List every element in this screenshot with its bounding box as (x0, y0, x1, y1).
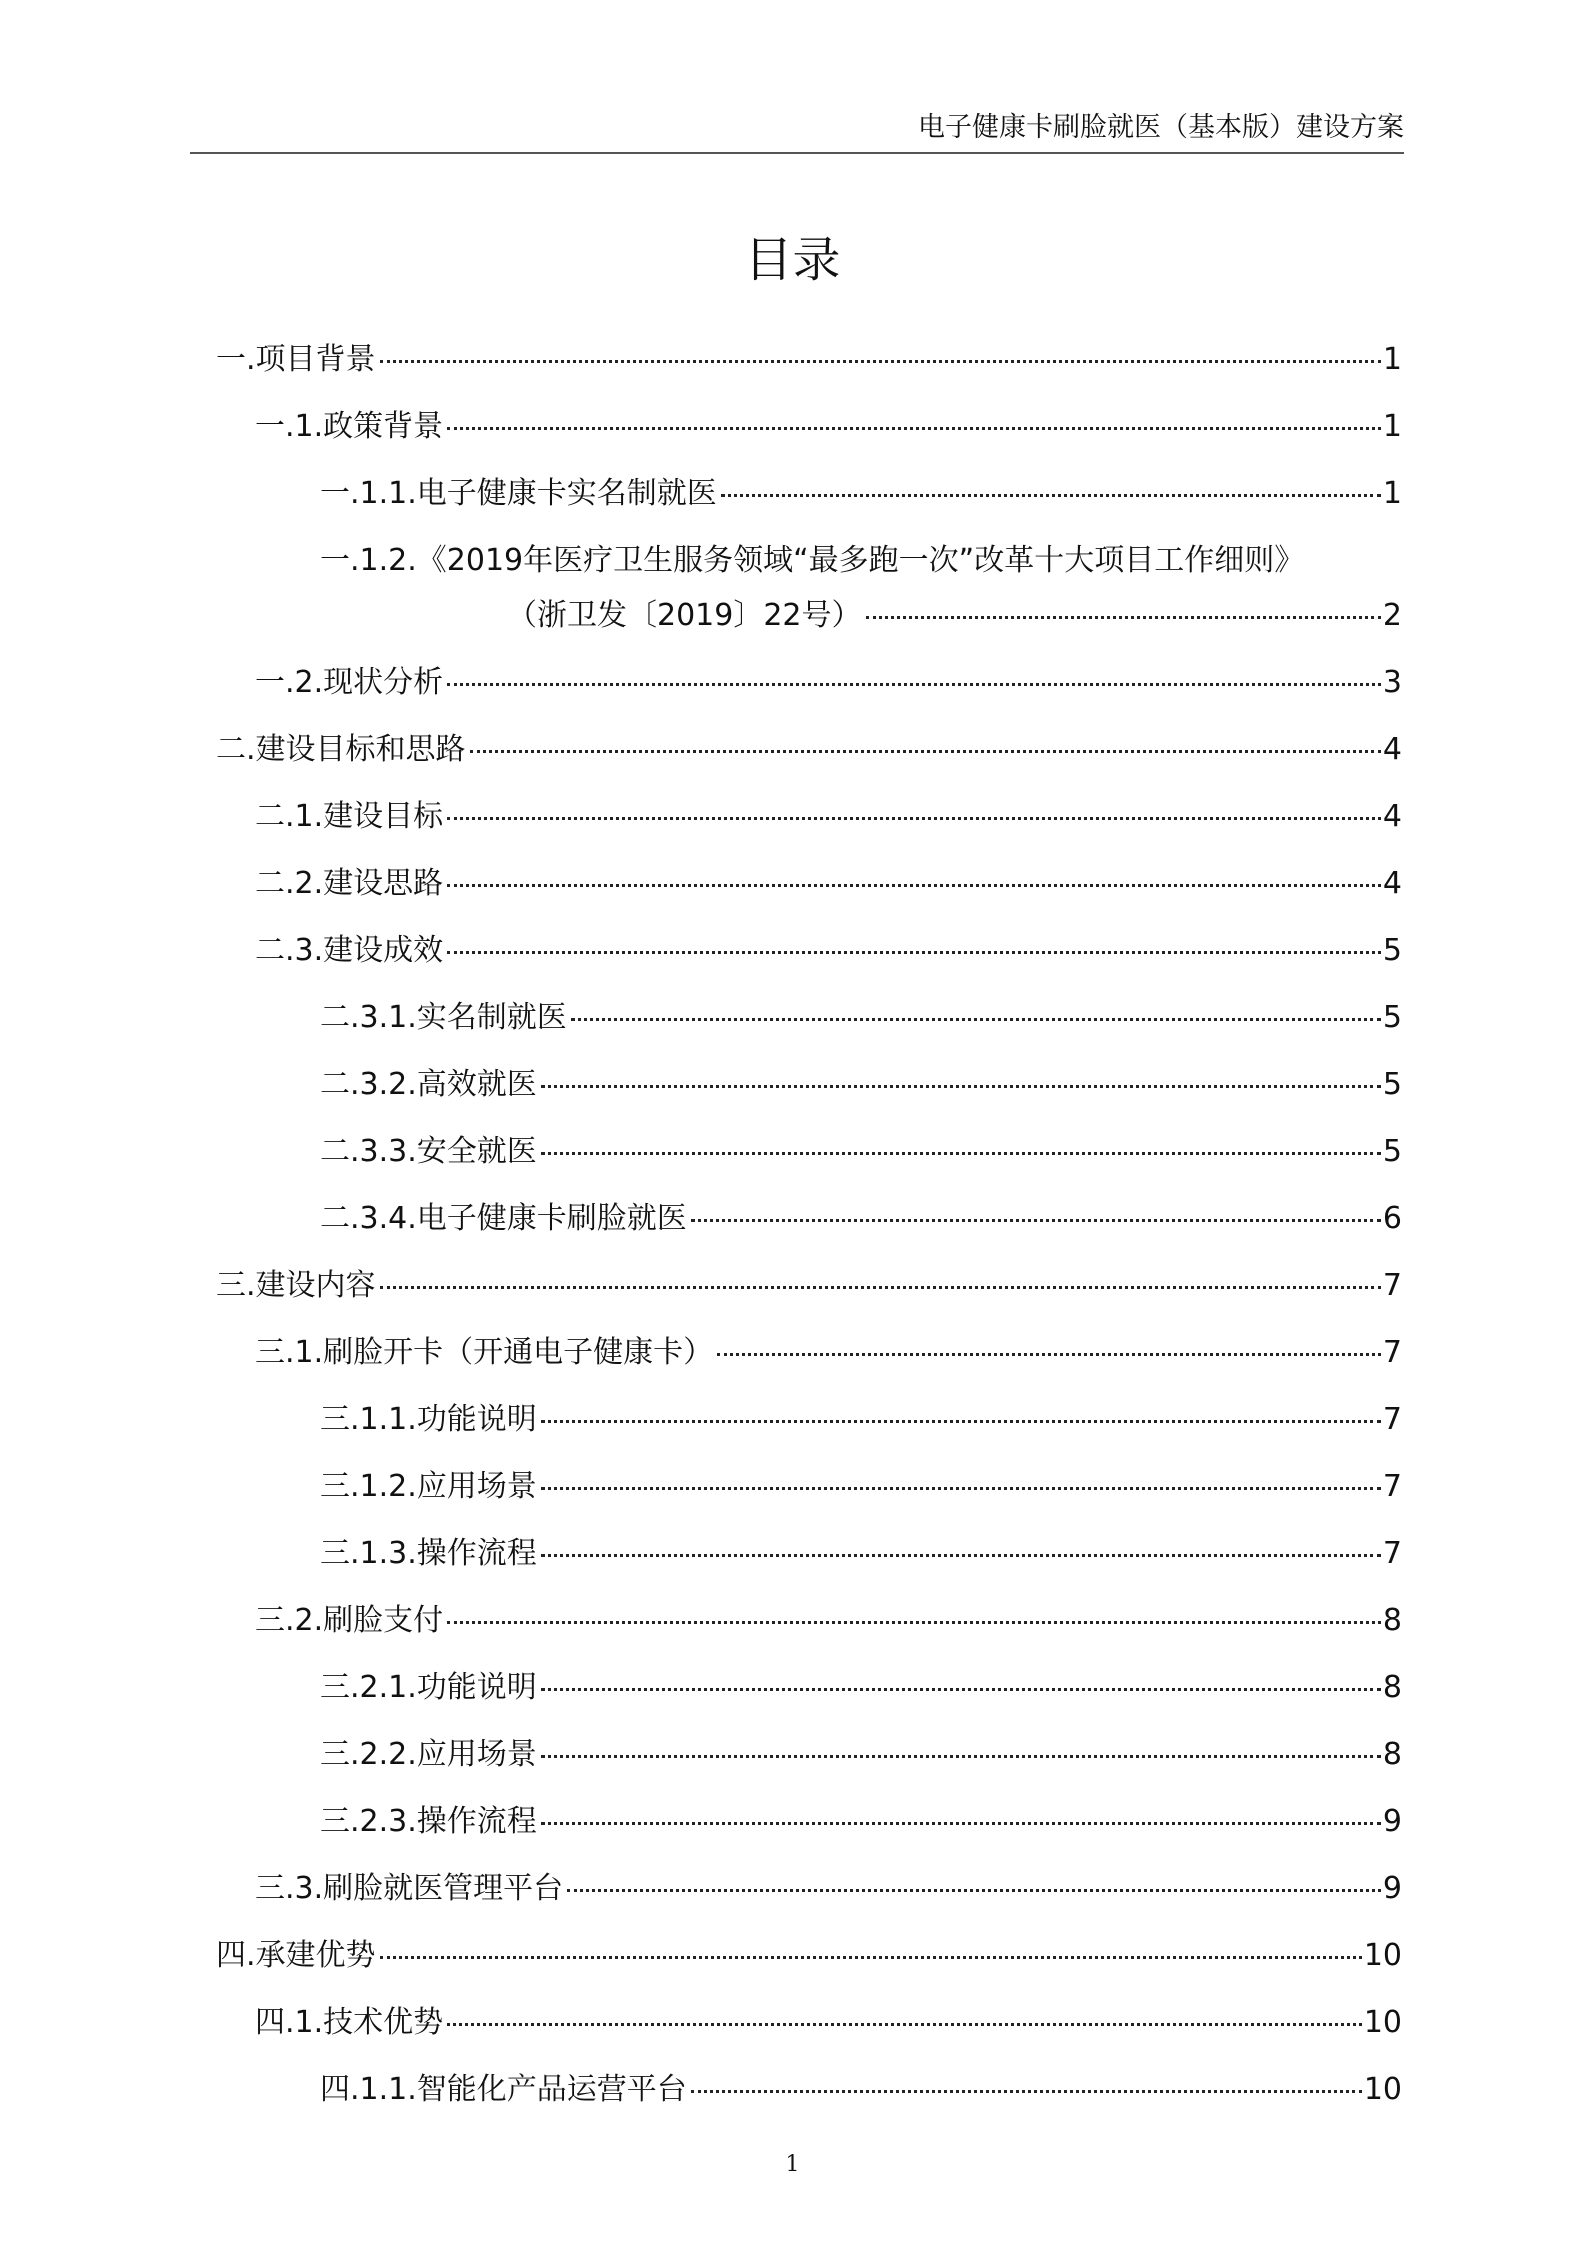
toc-entry[interactable] (216, 1386, 1402, 1453)
toc-entry[interactable] (216, 1118, 1402, 1185)
dot-leader (717, 1353, 1381, 1356)
dot-leader (541, 1085, 1381, 1088)
toc-entry-page: 3 (1382, 665, 1402, 700)
toc-entry[interactable] (216, 1989, 1402, 2056)
toc-entry-page: 8 (1382, 1737, 1402, 1772)
dot-leader (567, 1889, 1381, 1892)
toc-entry-title: 二.3.4.电子健康卡刷脸就医 (320, 1201, 687, 1236)
toc-title: 目录 (744, 232, 841, 288)
toc-entry-page: 4 (1382, 732, 1402, 767)
toc-entry-title: 一.1.2.《2019年医疗卫生服务领域“最多跑一次”改革十大项目工作细则》 (320, 543, 1305, 578)
dot-leader (541, 1755, 1381, 1758)
toc-entry[interactable] (216, 527, 1402, 649)
toc-entry-page: 7 (1382, 1536, 1402, 1571)
toc-entry[interactable] (216, 649, 1402, 716)
toc-entry[interactable] (216, 783, 1402, 850)
toc-entry-page: 2 (1382, 598, 1402, 633)
toc-entry-title: 四.1.技术优势 (255, 2005, 444, 2040)
toc-entry-title: 二.3.建设成效 (255, 933, 444, 968)
toc-entry-title: 三.3.刷脸就医管理平台 (255, 1871, 564, 1906)
dot-leader (721, 494, 1381, 497)
toc-entry[interactable] (216, 984, 1402, 1051)
dot-leader (541, 1487, 1381, 1490)
toc-entry-page: 5 (1382, 1134, 1402, 1169)
dot-leader (380, 1286, 1381, 1289)
toc-entry[interactable] (216, 1922, 1402, 1989)
toc-entry-title: 三.2.2.应用场景 (320, 1737, 537, 1772)
toc-entry-page: 10 (1363, 1938, 1402, 1973)
toc-entry-title: 二.建设目标和思路 (216, 732, 466, 767)
toc-entry[interactable] (216, 1185, 1402, 1252)
table-of-contents (216, 326, 1402, 2123)
toc-entry-page: 10 (1363, 2072, 1402, 2107)
dot-leader (447, 884, 1381, 887)
toc-entry-page: 1 (1382, 409, 1402, 444)
dot-leader (866, 616, 1381, 619)
dot-leader (470, 750, 1381, 753)
dot-leader (447, 427, 1381, 430)
dot-leader (447, 951, 1381, 954)
toc-entry[interactable] (216, 716, 1402, 783)
toc-entry[interactable] (216, 850, 1402, 917)
toc-entry-page: 5 (1382, 933, 1402, 968)
dot-leader (541, 1554, 1381, 1557)
toc-entry[interactable] (216, 1788, 1402, 1855)
dot-leader (447, 2023, 1362, 2026)
toc-entry-title-continued: （浙卫发〔2019〕22号） (507, 598, 862, 633)
toc-entry[interactable] (216, 460, 1402, 527)
toc-entry[interactable] (216, 393, 1402, 460)
toc-entry-page: 7 (1382, 1268, 1402, 1303)
toc-entry-page: 8 (1382, 1603, 1402, 1638)
toc-entry-title: 一.1.1.电子健康卡实名制就医 (320, 476, 717, 511)
toc-entry-title: 三.1.2.应用场景 (320, 1469, 537, 1504)
dot-leader (541, 1420, 1381, 1423)
dot-leader (691, 1219, 1381, 1222)
toc-entry-title: 三.建设内容 (216, 1268, 376, 1303)
toc-entry-page: 1 (1382, 342, 1402, 377)
toc-entry[interactable] (216, 2056, 1402, 2123)
toc-entry-page: 1 (1382, 476, 1402, 511)
dot-leader (380, 1956, 1362, 1959)
dot-leader (541, 1152, 1381, 1155)
toc-entry[interactable] (216, 1855, 1402, 1922)
dot-leader (691, 2090, 1362, 2093)
dot-leader (571, 1018, 1381, 1021)
toc-entry-page: 7 (1382, 1469, 1402, 1504)
toc-entry[interactable] (216, 1252, 1402, 1319)
toc-entry-title: 一.1.政策背景 (255, 409, 444, 444)
toc-entry[interactable] (216, 1453, 1402, 1520)
toc-entry[interactable] (216, 1051, 1402, 1118)
toc-entry-title: 四.1.1.智能化产品运营平台 (320, 2072, 687, 2107)
dot-leader (447, 683, 1381, 686)
toc-entry-title: 二.3.2.高效就医 (320, 1067, 537, 1102)
dot-leader (541, 1822, 1381, 1825)
toc-entry[interactable] (216, 326, 1402, 393)
page-number: 1 (785, 2152, 800, 2177)
toc-entry-title: 一.项目背景 (216, 342, 376, 377)
toc-entry-page: 4 (1382, 866, 1402, 901)
toc-entry-title: 三.2.刷脸支付 (255, 1603, 444, 1638)
dot-leader (380, 360, 1381, 363)
dot-leader (541, 1688, 1381, 1691)
toc-entry-page: 4 (1382, 799, 1402, 834)
page-header: 电子健康卡刷脸就医（基本版）建设方案 (190, 112, 1404, 154)
toc-entry-title: 三.1.3.操作流程 (320, 1536, 537, 1571)
toc-entry-title: 二.1.建设目标 (255, 799, 444, 834)
toc-entry[interactable] (216, 1654, 1402, 1721)
toc-entry-page: 5 (1382, 1000, 1402, 1035)
toc-entry-title: 三.1.1.功能说明 (320, 1402, 537, 1437)
dot-leader (447, 1621, 1381, 1624)
toc-entry-page: 6 (1382, 1201, 1402, 1236)
toc-entry-page: 10 (1363, 2005, 1402, 2040)
toc-entry-title: 一.2.现状分析 (255, 665, 444, 700)
dot-leader (447, 817, 1381, 820)
toc-entry[interactable] (216, 1721, 1402, 1788)
toc-entry-page: 8 (1382, 1670, 1402, 1705)
toc-entry[interactable] (216, 1520, 1402, 1587)
toc-entry-page: 9 (1382, 1871, 1402, 1906)
toc-entry-title: 二.3.1.实名制就医 (320, 1000, 567, 1035)
toc-entry-page: 5 (1382, 1067, 1402, 1102)
toc-entry-page: 7 (1382, 1335, 1402, 1370)
toc-entry-page: 7 (1382, 1402, 1402, 1437)
toc-entry-title: 二.2.建设思路 (255, 866, 444, 901)
toc-entry-title: 三.2.3.操作流程 (320, 1804, 537, 1839)
toc-entry-page: 9 (1382, 1804, 1402, 1839)
toc-entry-title: 三.2.1.功能说明 (320, 1670, 537, 1705)
toc-entry-title: 二.3.3.安全就医 (320, 1134, 537, 1169)
toc-entry[interactable] (216, 1587, 1402, 1654)
toc-entry-title: 四.承建优势 (216, 1938, 376, 1973)
toc-entry-title: 三.1.刷脸开卡（开通电子健康卡） (255, 1335, 714, 1370)
toc-entry[interactable] (216, 917, 1402, 984)
toc-entry[interactable] (216, 1319, 1402, 1386)
